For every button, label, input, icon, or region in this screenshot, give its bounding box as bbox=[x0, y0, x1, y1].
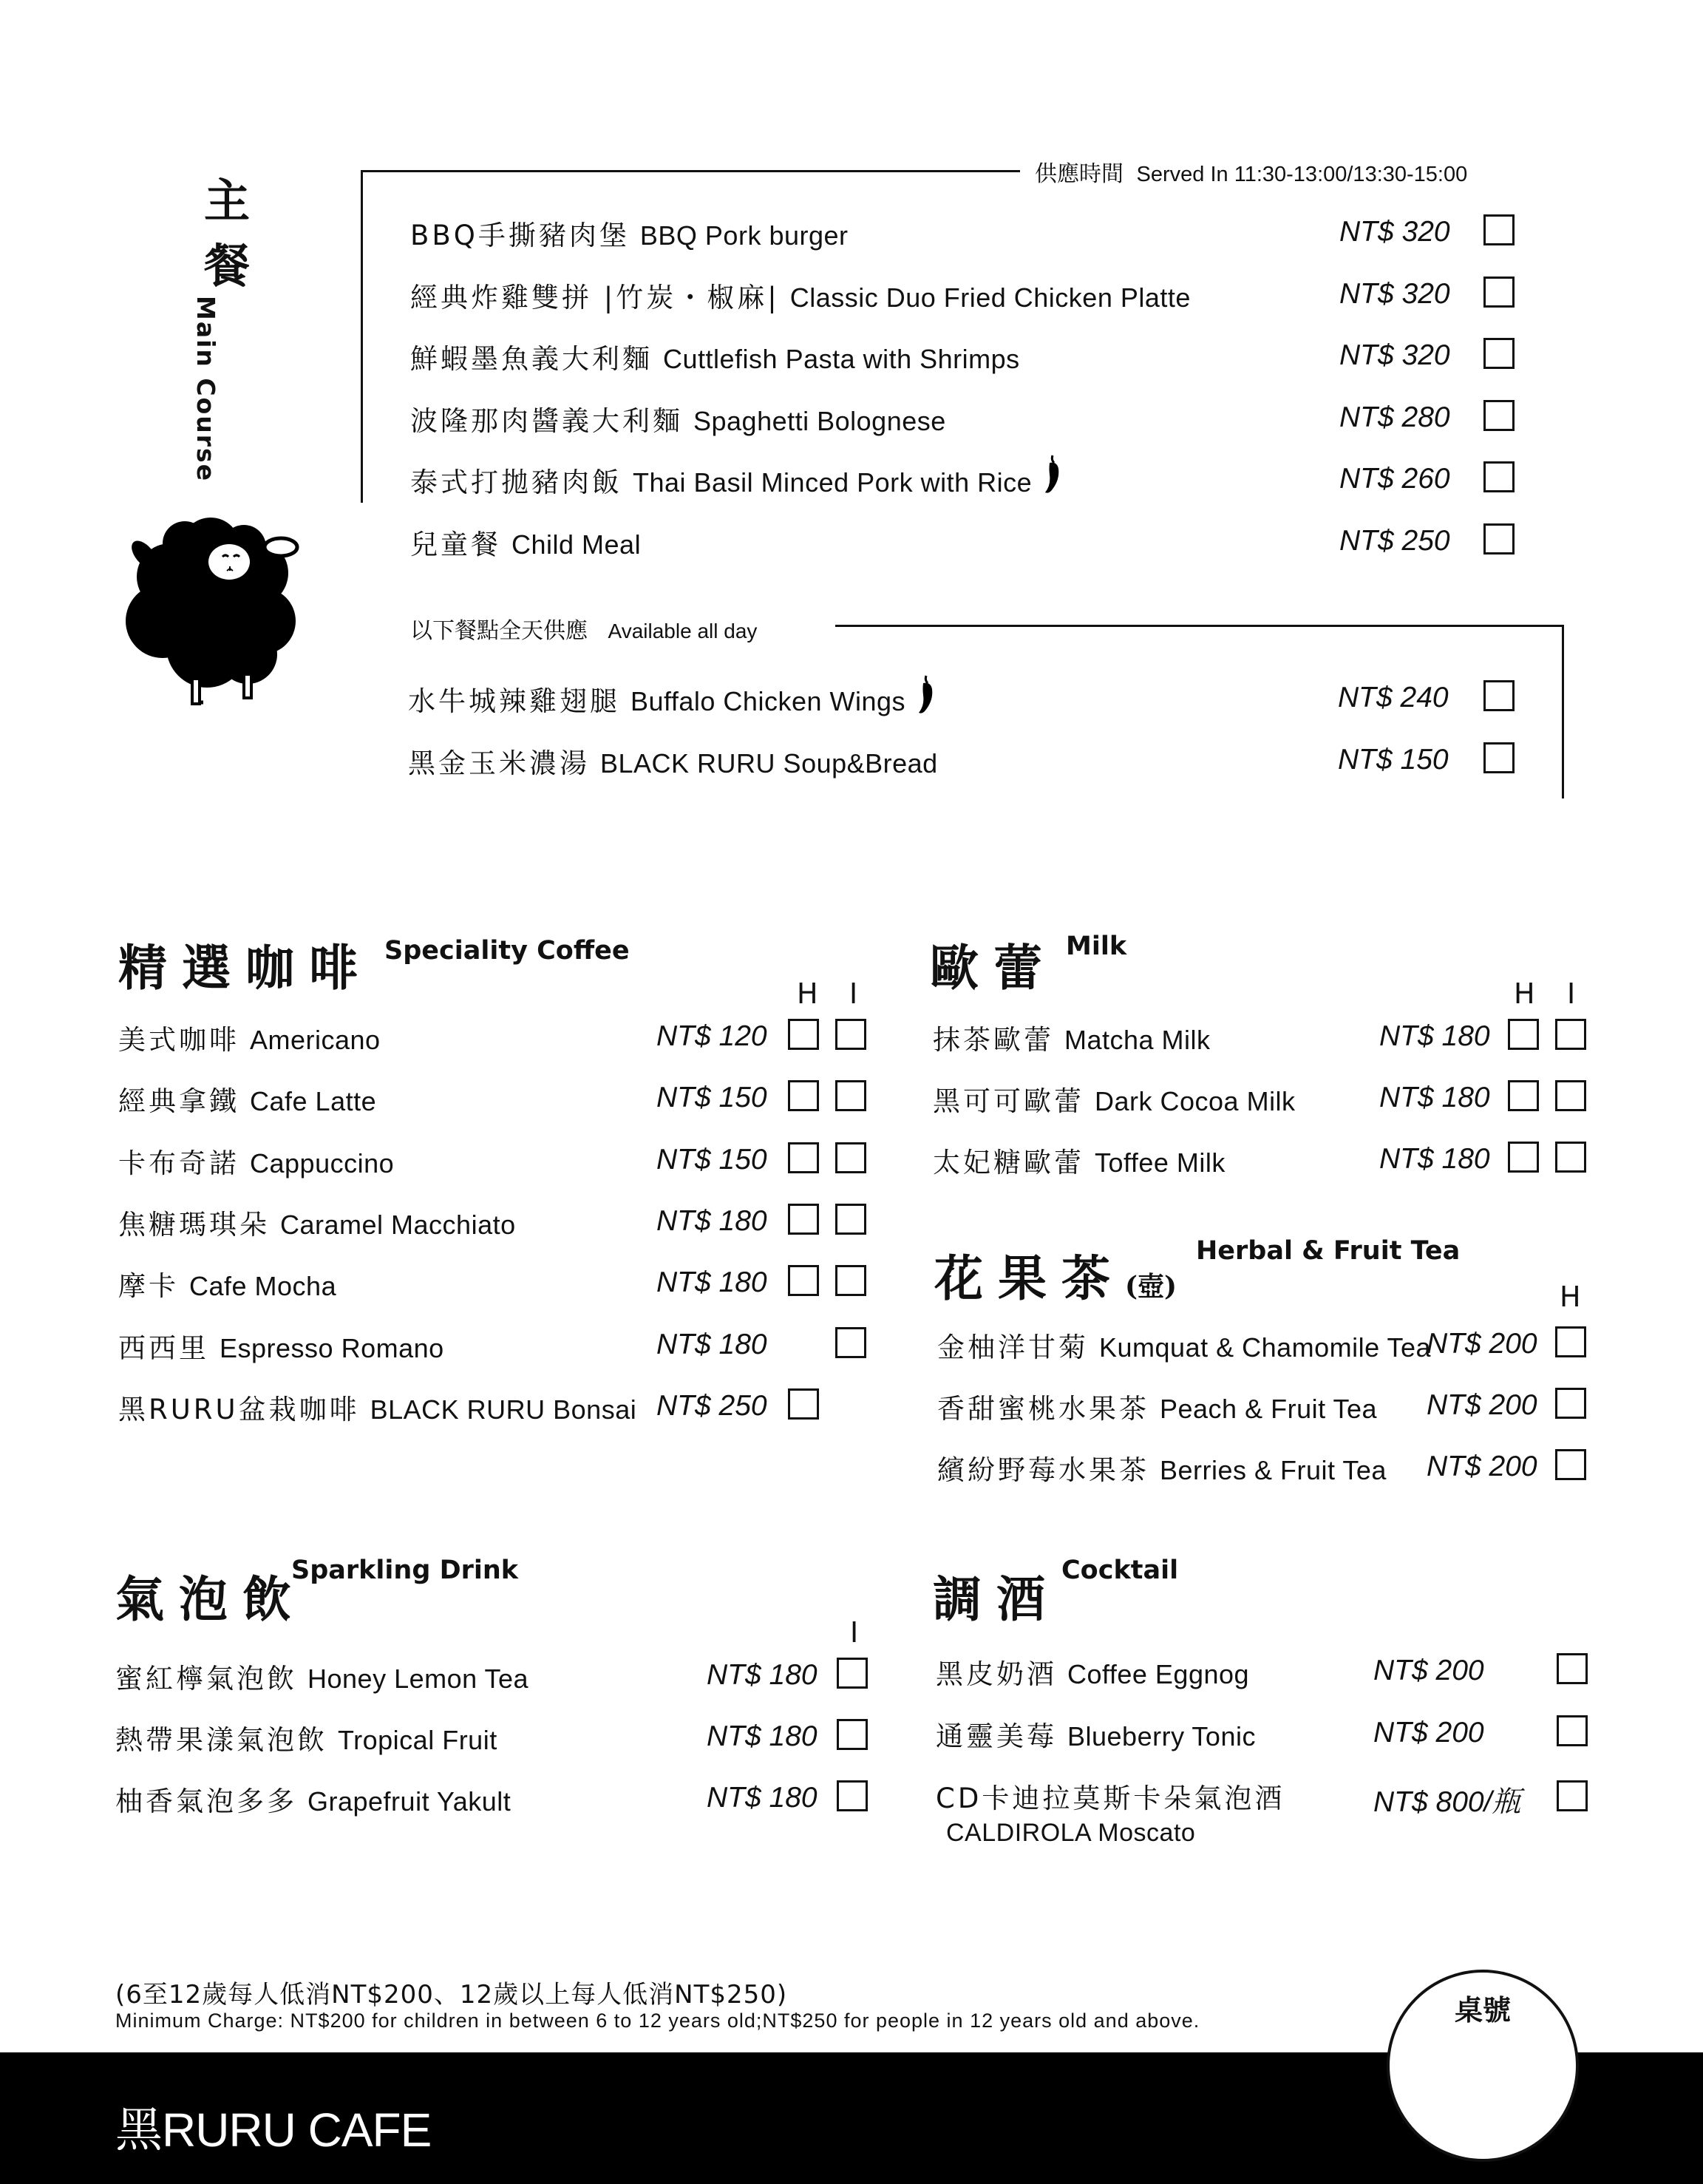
coffee-col-h: H bbox=[797, 977, 818, 1010]
cocktail-item-name-en: Coffee Eggnog bbox=[1067, 1659, 1250, 1689]
coffee-item bbox=[118, 1079, 376, 1119]
tea-col-h: H bbox=[1560, 1281, 1581, 1313]
coffee-item-price: NT$ 180 bbox=[656, 1266, 767, 1299]
main-item-name-en: Thai Basil Minced Pork with Rice bbox=[633, 467, 1033, 498]
tea-item-name-cn: 繽紛野莓水果茶 bbox=[937, 1454, 1149, 1486]
main-item bbox=[410, 275, 1191, 315]
sparkling-item-price: NT$ 180 bbox=[707, 1659, 817, 1691]
cocktail-title-en: Cocktail bbox=[1061, 1556, 1179, 1585]
main-item-name-cn: 經典炸雞雙拼 |竹炭・椒麻| bbox=[410, 281, 780, 313]
milk-checkbox[interactable] bbox=[1508, 1080, 1539, 1111]
milk-item-price: NT$ 180 bbox=[1379, 1020, 1490, 1052]
milk-col-h: H bbox=[1514, 977, 1535, 1010]
coffee-col-i: I bbox=[849, 977, 858, 1010]
milk-item-name-cn: 黑可可歐蕾 bbox=[933, 1085, 1084, 1117]
tea-checkbox[interactable] bbox=[1555, 1449, 1586, 1480]
brand-logo: 黑RURU CAFE bbox=[115, 2103, 432, 2157]
served-time: 供應時間 Served In 11:30-13:00/13:30-15:00 bbox=[1035, 161, 1468, 187]
sparkling-title-en: Sparkling Drink bbox=[291, 1556, 519, 1585]
allday-checkbox[interactable] bbox=[1483, 742, 1515, 773]
cocktail-checkbox[interactable] bbox=[1557, 1653, 1588, 1684]
allday-item-price: NT$ 150 bbox=[1338, 744, 1449, 776]
allday-frame-top bbox=[835, 625, 1564, 627]
coffee-item-name-en: Cappuccino bbox=[250, 1147, 395, 1179]
coffee-item-name-cn: 焦糖瑪琪朵 bbox=[118, 1208, 270, 1241]
cocktail-item-price: NT$ 200 bbox=[1373, 1717, 1484, 1749]
tea-item-price: NT$ 200 bbox=[1427, 1389, 1537, 1421]
main-item bbox=[410, 460, 1032, 500]
cocktail-item bbox=[936, 1776, 1285, 1848]
allday-frame-right bbox=[1562, 625, 1564, 798]
cocktail-item-name-en: Blueberry Tonic bbox=[1067, 1721, 1256, 1751]
sparkling-checkbox[interactable] bbox=[837, 1780, 868, 1811]
coffee-checkbox[interactable] bbox=[788, 1019, 819, 1050]
tea-checkbox[interactable] bbox=[1555, 1388, 1586, 1419]
sparkling-item-price: NT$ 180 bbox=[707, 1720, 817, 1752]
coffee-item bbox=[118, 1017, 381, 1057]
milk-item-name-cn: 太妃糖歐蕾 bbox=[933, 1147, 1084, 1179]
main-checkbox[interactable] bbox=[1483, 461, 1515, 492]
sparkling-item-name-en: Grapefruit Yakult bbox=[307, 1786, 511, 1817]
coffee-checkbox[interactable] bbox=[788, 1388, 819, 1420]
tea-item bbox=[937, 1325, 1431, 1365]
coffee-checkbox[interactable] bbox=[835, 1204, 866, 1235]
cocktail-item-name-en: CALDIROLA Moscato bbox=[946, 1819, 1196, 1847]
coffee-item-name-cn: 黑RURU盆栽咖啡 bbox=[118, 1393, 360, 1425]
coffee-item-name-en: Espresso Romano bbox=[220, 1332, 444, 1363]
sparkling-item-price: NT$ 180 bbox=[707, 1782, 817, 1814]
cocktail-item-name-cn: CD卡迪拉莫斯卡朵氣泡酒 bbox=[936, 1783, 1285, 1814]
minimum-charge-en: Minimum Charge: NT$200 for children in between 6 to 12 years old;NT$250 for people in 12 years old and above. bbox=[115, 2010, 1200, 2032]
coffee-checkbox[interactable] bbox=[788, 1142, 819, 1173]
cocktail-item bbox=[936, 1652, 1249, 1692]
coffee-checkbox[interactable] bbox=[788, 1265, 819, 1296]
milk-item-name-cn: 抹茶歐蕾 bbox=[933, 1024, 1054, 1056]
coffee-checkbox[interactable] bbox=[835, 1080, 866, 1111]
cocktail-item-price: NT$ 800/瓶 bbox=[1373, 1786, 1521, 1818]
tea-item-name-en: Peach & Fruit Tea bbox=[1160, 1394, 1377, 1424]
sparkling-item bbox=[115, 1779, 511, 1819]
main-item-name-en: BBQ Pork burger bbox=[639, 220, 849, 251]
tea-title-en: Herbal & Fruit Tea bbox=[1196, 1236, 1461, 1266]
tea-checkbox[interactable] bbox=[1555, 1326, 1586, 1357]
tea-item-name-en: Berries & Fruit Tea bbox=[1160, 1455, 1387, 1485]
tea-title-cn: 花果茶(壺) bbox=[934, 1249, 1177, 1307]
main-item-name-cn: 兒童餐 bbox=[410, 528, 501, 560]
allday-item bbox=[408, 741, 938, 781]
milk-item-name-en: Matcha Milk bbox=[1064, 1025, 1211, 1055]
main-item-name-cn: BBQ手撕豬肉堡 bbox=[410, 220, 630, 251]
main-item-name-cn: 泰式打拋豬肉飯 bbox=[410, 467, 622, 498]
milk-title-cn: 歐蕾 bbox=[930, 939, 1057, 997]
milk-checkbox[interactable] bbox=[1555, 1080, 1586, 1111]
coffee-item-name-cn: 美式咖啡 bbox=[118, 1024, 239, 1056]
sparkling-title-cn: 氣泡飲 bbox=[115, 1570, 306, 1628]
main-item bbox=[410, 522, 641, 562]
main-item bbox=[410, 213, 849, 253]
cocktail-item-price: NT$ 200 bbox=[1373, 1655, 1484, 1686]
main-checkbox[interactable] bbox=[1483, 214, 1515, 245]
allday-item-price: NT$ 240 bbox=[1338, 682, 1449, 713]
coffee-checkbox[interactable] bbox=[835, 1142, 866, 1173]
coffee-checkbox[interactable] bbox=[835, 1327, 866, 1358]
coffee-item-name-en: Cafe Latte bbox=[250, 1086, 377, 1117]
coffee-checkbox[interactable] bbox=[788, 1204, 819, 1235]
coffee-item-name-cn: 西西里 bbox=[118, 1332, 209, 1364]
coffee-item bbox=[118, 1202, 516, 1242]
chili-pepper-icon bbox=[1041, 454, 1063, 495]
main-item-name-en: Child Meal bbox=[511, 529, 642, 560]
coffee-checkbox[interactable] bbox=[835, 1265, 866, 1296]
milk-item bbox=[933, 1017, 1211, 1057]
coffee-item-name-cn: 卡布奇諾 bbox=[118, 1147, 239, 1179]
coffee-item-name-en: Americano bbox=[250, 1025, 381, 1055]
main-title-en: Main Course bbox=[191, 296, 220, 483]
allday-item-name-cn: 水牛城辣雞翅腿 bbox=[408, 685, 620, 717]
coffee-item-price: NT$ 150 bbox=[656, 1143, 767, 1176]
cocktail-checkbox[interactable] bbox=[1557, 1780, 1588, 1811]
coffee-item-price: NT$ 180 bbox=[656, 1328, 767, 1360]
coffee-item-price: NT$ 250 bbox=[656, 1389, 767, 1422]
coffee-item-price: NT$ 120 bbox=[656, 1020, 767, 1052]
coffee-checkbox[interactable] bbox=[835, 1019, 866, 1050]
main-item-price: NT$ 280 bbox=[1339, 401, 1450, 433]
tea-item bbox=[937, 1448, 1387, 1488]
cocktail-title-cn: 調酒 bbox=[933, 1570, 1060, 1628]
main-checkbox[interactable] bbox=[1483, 338, 1515, 369]
main-checkbox[interactable] bbox=[1483, 277, 1515, 308]
milk-title-en: Milk bbox=[1066, 932, 1127, 961]
coffee-item-price: NT$ 150 bbox=[656, 1082, 767, 1114]
black-sheep-icon bbox=[118, 503, 310, 710]
tea-item-name-cn: 金柚洋甘菊 bbox=[937, 1332, 1089, 1363]
sparkling-item-name-en: Tropical Fruit bbox=[338, 1725, 497, 1755]
main-frame-left bbox=[361, 170, 363, 503]
main-item-price: NT$ 320 bbox=[1339, 216, 1450, 248]
main-item-name-en: Spaghetti Bolognese bbox=[693, 405, 946, 436]
main-item-price: NT$ 320 bbox=[1339, 339, 1450, 371]
milk-item bbox=[933, 1140, 1226, 1180]
allday-item-name-en: BLACK RURU Soup&Bread bbox=[600, 748, 938, 779]
main-checkbox[interactable] bbox=[1483, 400, 1515, 431]
cocktail-checkbox[interactable] bbox=[1557, 1715, 1588, 1746]
coffee-item-name-cn: 摩卡 bbox=[118, 1270, 179, 1303]
milk-item-price: NT$ 180 bbox=[1379, 1143, 1490, 1175]
milk-item bbox=[933, 1079, 1296, 1119]
main-item-name-cn: 鮮蝦墨魚義大利麵 bbox=[410, 343, 653, 375]
coffee-item bbox=[118, 1141, 394, 1181]
sparkling-item-name-cn: 蜜紅檸氣泡飲 bbox=[115, 1663, 297, 1695]
cocktail-item bbox=[936, 1714, 1256, 1754]
coffee-title-en: Speciality Coffee bbox=[384, 936, 630, 966]
coffee-item bbox=[118, 1326, 444, 1366]
main-item bbox=[410, 336, 1020, 376]
milk-item-name-en: Toffee Milk bbox=[1095, 1147, 1226, 1178]
coffee-item bbox=[118, 1264, 336, 1303]
sparkling-item-name-cn: 熱帶果漾氣泡飲 bbox=[115, 1724, 327, 1756]
allday-item-name-cn: 黑金玉米濃湯 bbox=[408, 747, 590, 779]
sparkling-item-name-cn: 柚香氣泡多多 bbox=[115, 1785, 297, 1817]
sparkling-col-i: I bbox=[850, 1616, 859, 1649]
milk-item-price: NT$ 180 bbox=[1379, 1082, 1490, 1113]
main-item-name-en: Cuttlefish Pasta with Shrimps bbox=[663, 344, 1020, 374]
allday-item bbox=[408, 679, 905, 719]
table-number-label: 桌號 bbox=[1454, 1994, 1511, 2027]
allday-label: 以下餐點全天供應 Available all day bbox=[410, 618, 758, 644]
main-title-cn-1: 主 bbox=[204, 174, 251, 228]
allday-checkbox[interactable] bbox=[1483, 680, 1515, 711]
main-item-name-en: Classic Duo Fried Chicken Platte bbox=[789, 282, 1191, 313]
main-item-price: NT$ 250 bbox=[1339, 524, 1450, 557]
tea-item-name-en: Kumquat & Chamomile Tea bbox=[1099, 1332, 1432, 1363]
coffee-checkbox[interactable] bbox=[788, 1080, 819, 1111]
main-item-name-cn: 波隆那肉醬義大利麵 bbox=[410, 404, 683, 437]
milk-col-i: I bbox=[1567, 977, 1576, 1010]
milk-item-name-en: Dark Cocoa Milk bbox=[1095, 1086, 1296, 1116]
coffee-item-price: NT$ 180 bbox=[656, 1204, 767, 1237]
coffee-item-name-cn: 經典拿鐵 bbox=[118, 1085, 239, 1118]
sparkling-checkbox[interactable] bbox=[837, 1719, 868, 1750]
tea-item-name-cn: 香甜蜜桃水果茶 bbox=[937, 1393, 1149, 1425]
main-item bbox=[410, 399, 946, 438]
sparkling-item-name-en: Honey Lemon Tea bbox=[307, 1664, 529, 1694]
milk-checkbox[interactable] bbox=[1508, 1142, 1539, 1173]
chili-pepper-icon bbox=[914, 674, 937, 716]
main-checkbox[interactable] bbox=[1483, 523, 1515, 555]
minimum-charge-cn: (6至12歲每人低消NT$200、12歲以上每人低消NT$250) bbox=[115, 1980, 788, 2010]
tea-item-price: NT$ 200 bbox=[1427, 1328, 1537, 1360]
milk-checkbox[interactable] bbox=[1508, 1019, 1539, 1050]
coffee-item bbox=[118, 1387, 636, 1427]
coffee-item-name-en: Cafe Mocha bbox=[189, 1271, 337, 1302]
main-title-cn-2: 餐 bbox=[204, 239, 251, 293]
tea-item-price: NT$ 200 bbox=[1427, 1451, 1537, 1482]
main-item-price: NT$ 320 bbox=[1339, 277, 1450, 310]
sparkling-item bbox=[115, 1656, 528, 1696]
tea-item bbox=[937, 1386, 1377, 1426]
coffee-item-name-en: Caramel Macchiato bbox=[280, 1209, 516, 1240]
cocktail-item-name-cn: 黑皮奶酒 bbox=[936, 1658, 1057, 1690]
table-number-circle[interactable] bbox=[1387, 1970, 1579, 2162]
main-item-price: NT$ 260 bbox=[1339, 463, 1450, 495]
coffee-title-cn: 精選咖啡 bbox=[118, 939, 373, 997]
coffee-item-name-en: BLACK RURU Bonsai bbox=[370, 1394, 637, 1425]
main-frame-top bbox=[361, 170, 1020, 172]
allday-item-name-en: Buffalo Chicken Wings bbox=[630, 686, 906, 716]
sparkling-checkbox[interactable] bbox=[837, 1658, 868, 1689]
cocktail-item-name-cn: 通靈美莓 bbox=[936, 1720, 1057, 1752]
milk-checkbox[interactable] bbox=[1555, 1019, 1586, 1050]
sparkling-item bbox=[115, 1717, 497, 1757]
milk-checkbox[interactable] bbox=[1555, 1142, 1586, 1173]
